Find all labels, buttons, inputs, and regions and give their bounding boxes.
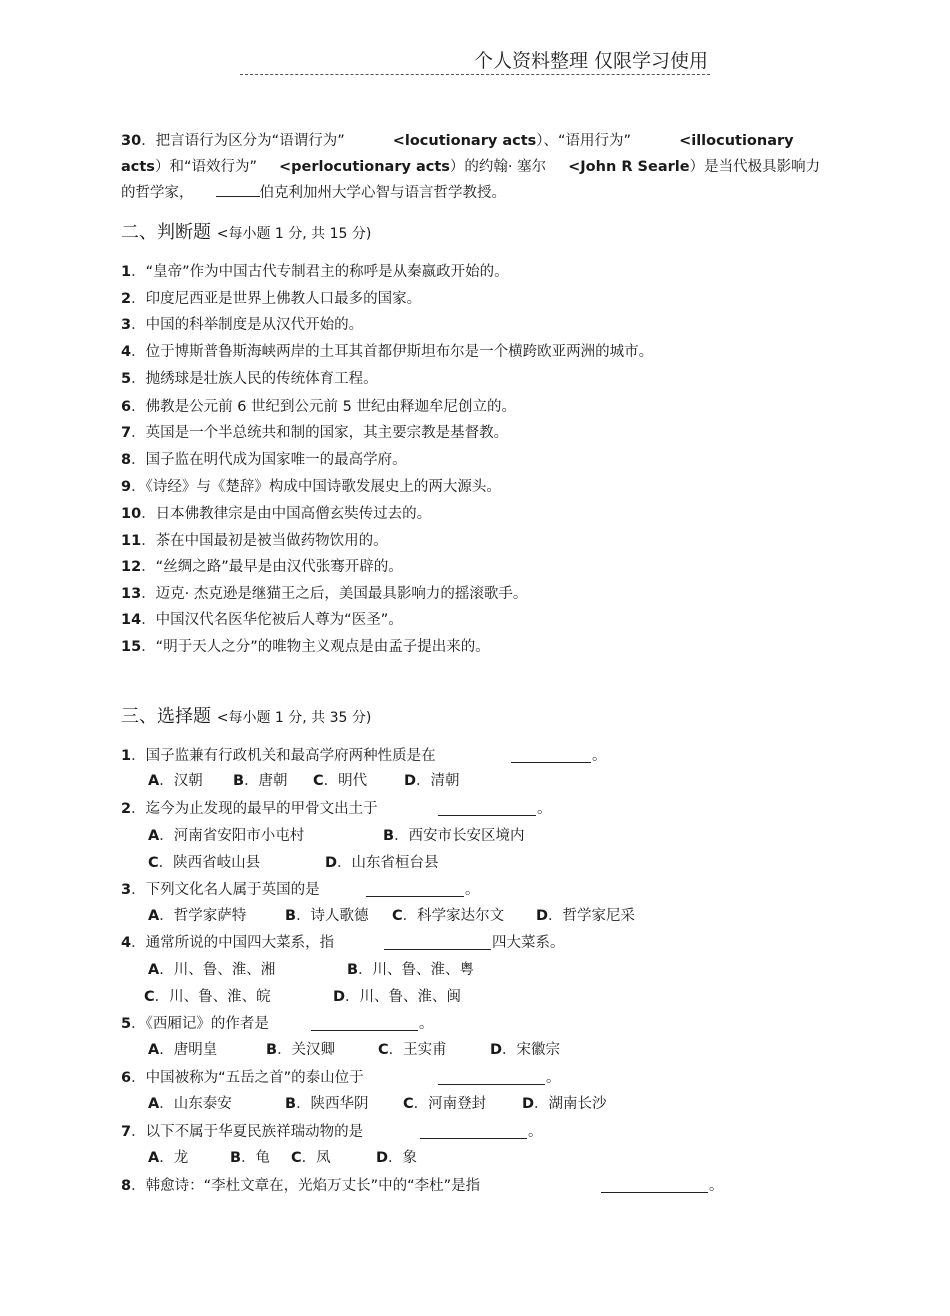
choice-option: B．唐朝 bbox=[233, 773, 288, 789]
choice-option: A．哲学家萨特 bbox=[148, 908, 247, 924]
choice-option: B．关汉卿 bbox=[266, 1042, 336, 1058]
page-header bbox=[240, 44, 710, 75]
answer-blank bbox=[438, 1084, 545, 1085]
question-tail: 。 bbox=[546, 1070, 561, 1086]
judgment-item: 14．中国汉代名医华佗被后人尊为“医圣”。 bbox=[121, 612, 403, 628]
choice-option: D．川、鲁、淮、闽 bbox=[333, 989, 462, 1005]
choice-option: B．龟 bbox=[230, 1150, 271, 1166]
judgment-item: 8．国子监在明代成为国家唯一的最高学府。 bbox=[121, 452, 407, 468]
section-title-choice: 三、选择题 <每小题 1 分, 共 35 分) bbox=[121, 706, 372, 727]
question-tail: 。 bbox=[465, 882, 480, 898]
judgment-item: 1．“皇帝”作为中国古代专制君主的称呼是从秦嬴政开始的。 bbox=[121, 264, 509, 280]
judgment-item: 11．茶在中国最初是被当做药物饮用的。 bbox=[121, 533, 388, 549]
choice-option: D．象 bbox=[376, 1150, 418, 1166]
choice-option: D．山东省桓台县 bbox=[325, 855, 439, 871]
choice-option: C．明代 bbox=[313, 773, 368, 789]
section-title-judgment: 二、判断题 <每小题 1 分, 共 15 分) bbox=[121, 222, 372, 243]
judgment-item: 10．日本佛教律宗是由中国高僧玄奘传过去的。 bbox=[121, 506, 432, 522]
question-tail: 。 bbox=[528, 1124, 543, 1140]
judgment-item: 6．佛教是公元前 6 世纪到公元前 5 世纪由释迦牟尼创立的。 bbox=[121, 399, 516, 415]
choice-option: B．西安市长安区境内 bbox=[383, 828, 525, 844]
choice-question: 8．韩愈诗：“李杜文章在，光焰万丈长”中的“李杜”是指 bbox=[121, 1178, 481, 1194]
choice-option: D．宋徽宗 bbox=[490, 1042, 561, 1058]
question-tail: 。 bbox=[709, 1178, 724, 1194]
choice-question: 4．通常所说的中国四大菜系，指 bbox=[121, 935, 335, 951]
choice-option: C．川、鲁、淮、皖 bbox=[144, 989, 271, 1005]
answer-blank bbox=[384, 949, 491, 950]
judgment-item: 7．英国是一个半总统共和制的国家，其主要宗教是基督教。 bbox=[121, 425, 509, 441]
choice-option: C．陕西省岐山县 bbox=[148, 855, 261, 871]
choice-option: B．陕西华阴 bbox=[285, 1096, 369, 1112]
choice-option: A．唐明皇 bbox=[148, 1042, 218, 1058]
choice-option: A．山东泰安 bbox=[148, 1096, 232, 1112]
choice-question: 7．以下不属于华夏民族祥瑞动物的是 bbox=[121, 1124, 364, 1140]
choice-question: 5．《西厢记》的作者是 bbox=[121, 1016, 269, 1032]
question-tail: 。 bbox=[592, 748, 607, 764]
judgment-item: 2．印度尼西亚是世界上佛教人口最多的国家。 bbox=[121, 291, 422, 307]
answer-blank bbox=[420, 1138, 527, 1139]
header-text: 个人资料整理 仅限学习使用 bbox=[473, 50, 708, 72]
judgment-item: 13．迈克· 杰克逊是继猫王之后，美国最具影响力的摇滚歌手。 bbox=[121, 586, 528, 602]
choice-option: A．川、鲁、淮、湘 bbox=[148, 962, 276, 978]
choice-question: 3．下列文化名人属于英国的是 bbox=[121, 882, 320, 898]
question-30: 30．把言语行为区分为“语谓行为” <locutionary acts）、“语用行为” <illocutionary acts）和“语效行为” <perlocutionary acts）的约翰· 塞尔 <John R Searle）是当代极具影响力的哲学家， 伯克利加州大学心智与语言哲学教授。 bbox=[121, 133, 821, 201]
judgment-item: 12．“丝绸之路”最早是由汉代张骞开辟的。 bbox=[121, 559, 403, 575]
choice-option: B．诗人歌德 bbox=[285, 908, 369, 924]
question-tail: 。 bbox=[537, 801, 552, 817]
answer-blank bbox=[601, 1192, 708, 1193]
question-tail: 。 bbox=[419, 1016, 434, 1032]
answer-blank bbox=[216, 182, 260, 197]
choice-option: D．湖南长沙 bbox=[522, 1096, 607, 1112]
choice-option: C．王实甫 bbox=[378, 1042, 447, 1058]
judgment-item: 5．抛绣球是壮族人民的传统体育工程。 bbox=[121, 371, 378, 387]
choice-option: D．清朝 bbox=[404, 773, 460, 789]
choice-option: C．凤 bbox=[291, 1150, 331, 1166]
answer-blank bbox=[311, 1030, 418, 1031]
choice-option: A．汉朝 bbox=[148, 773, 203, 789]
answer-blank bbox=[438, 815, 536, 816]
choice-option: D．哲学家尼采 bbox=[536, 908, 636, 924]
choice-question: 6．中国被称为“五岳之首”的泰山位于 bbox=[121, 1070, 364, 1086]
judgment-item: 15．“明于天人之分”的唯物主义观点是由孟子提出来的。 bbox=[121, 639, 490, 655]
question-tail: 四大菜系。 bbox=[492, 935, 565, 951]
choice-option: A．河南省安阳市小屯村 bbox=[148, 828, 305, 844]
answer-blank bbox=[366, 896, 464, 897]
choice-option: C．河南登封 bbox=[403, 1096, 487, 1112]
judgment-item: 9．《诗经》与《楚辞》构成中国诗歌发展史上的两大源头。 bbox=[121, 479, 501, 495]
choice-option: B．川、鲁、淮、粤 bbox=[347, 962, 475, 978]
judgment-item: 3．中国的科举制度是从汉代开始的。 bbox=[121, 317, 364, 333]
choice-question: 1．国子监兼有行政机关和最高学府两种性质是在 bbox=[121, 748, 436, 764]
choice-question: 2．迄今为止发现的最早的甲骨文出土于 bbox=[121, 801, 378, 817]
judgment-item: 4．位于博斯普鲁斯海峡两岸的土耳其首都伊斯坦布尔是一个横跨欧亚两洲的城市。 bbox=[121, 344, 654, 360]
answer-blank bbox=[511, 762, 591, 763]
choice-option: C．科学家达尔文 bbox=[392, 908, 505, 924]
choice-option: A．龙 bbox=[148, 1150, 189, 1166]
